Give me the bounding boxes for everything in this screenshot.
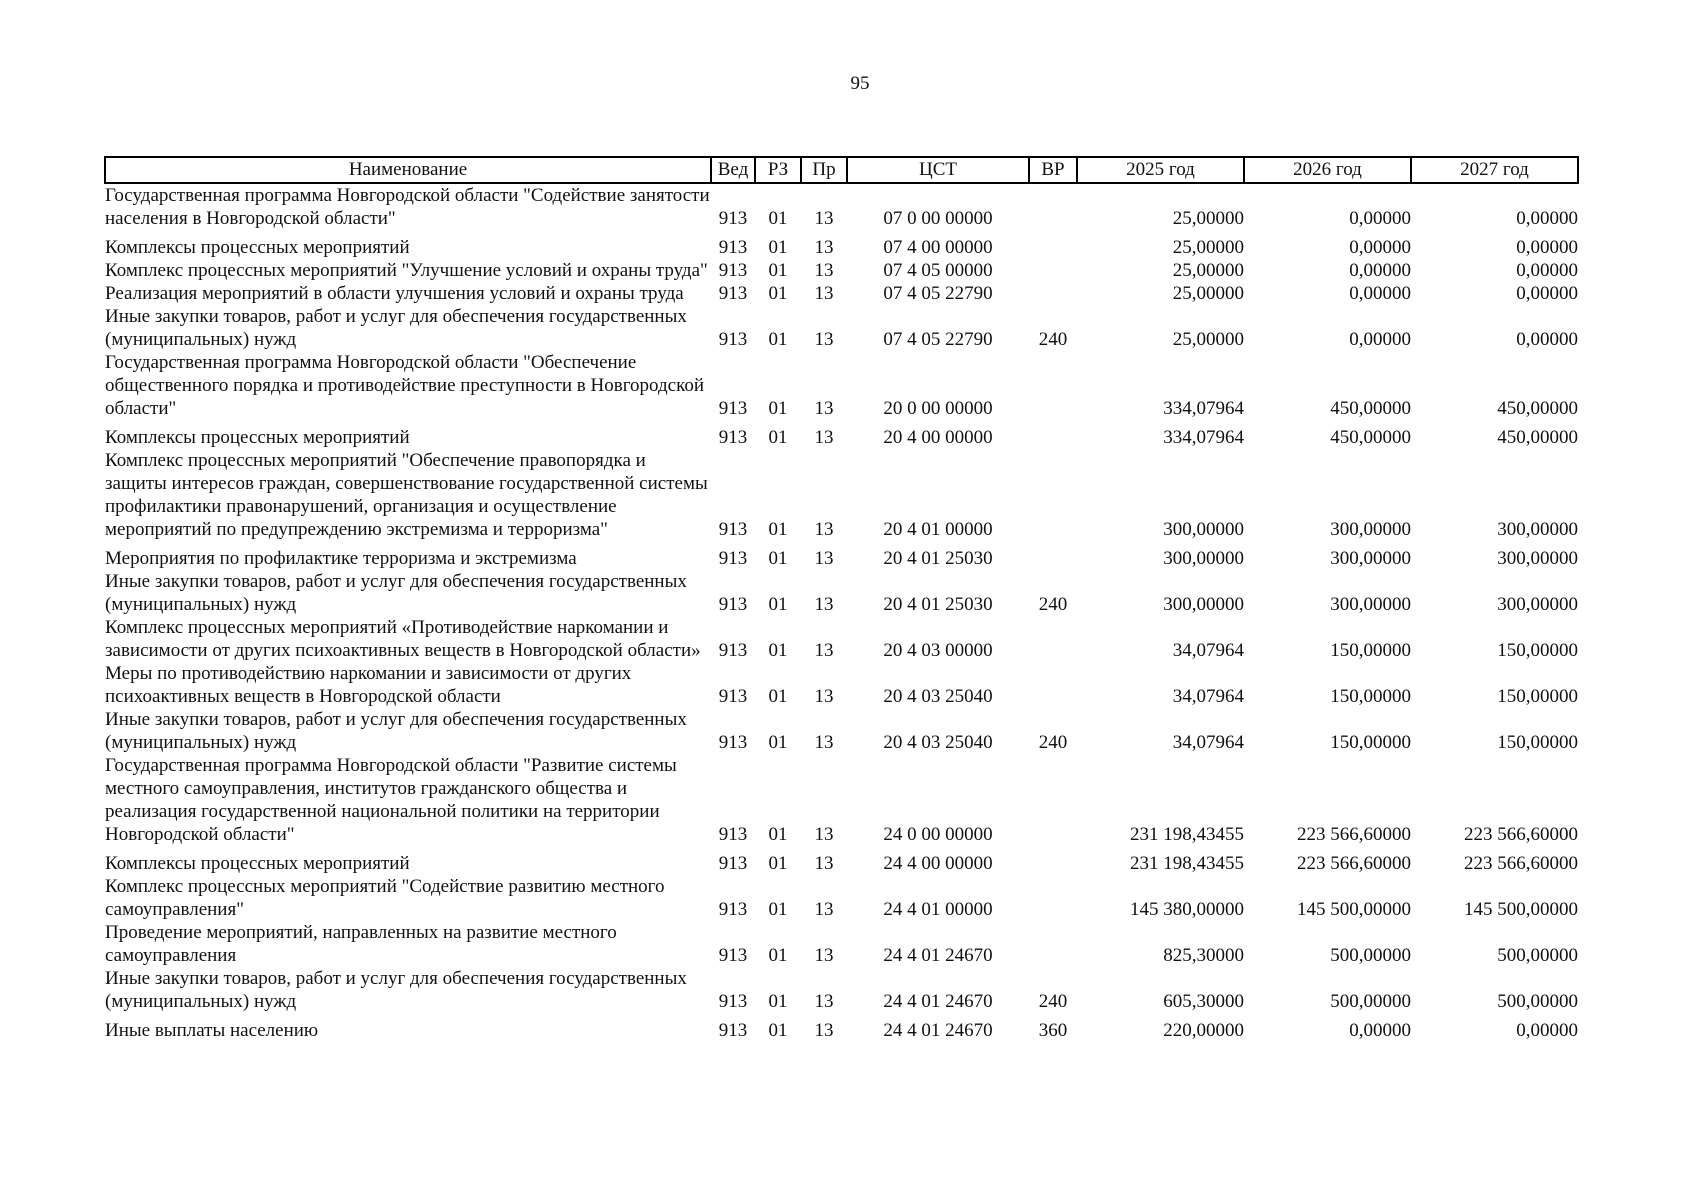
cell-2026: 300,00000 (1330, 548, 1411, 569)
cell-2026: 145 500,00000 (1297, 899, 1411, 920)
header-2026: 2026 год (1244, 157, 1411, 183)
cell-pr: 13 (814, 824, 834, 845)
budget-table (104, 156, 1579, 1042)
cell-vr (1029, 616, 1077, 662)
cell-ved: 913 (718, 594, 748, 615)
cell-2025: 231 198,43455 (1130, 824, 1244, 845)
cell-2026: 223 566,60000 (1297, 824, 1411, 845)
cell-rz: 01 (768, 1020, 788, 1041)
cell-rz: 01 (768, 260, 788, 281)
cell-pr: 13 (814, 398, 834, 419)
cell-2027: 500,00000 (1497, 945, 1578, 966)
cell-name: Комплекс процессных мероприятий "Улучшение условий и охраны труда" (105, 260, 708, 281)
cell-cst: 20 4 01 00000 (883, 519, 993, 540)
cell-2025: 334,07964 (1163, 398, 1244, 419)
table-row (105, 921, 1578, 967)
cell-name: Комплекс процессных мероприятий "Содействие развитию местного самоуправления" (105, 876, 665, 920)
cell-2025: 25,00000 (1172, 260, 1244, 281)
table-row (105, 967, 1578, 1013)
table-row (105, 282, 1578, 305)
cell-name: Государственная программа Новгородской области "Развитие системы местного самоуправления, институтов гражданского общества и реализация государственной национальной политики на территории Новгородской области" (105, 755, 677, 845)
cell-pr: 13 (814, 945, 834, 966)
cell-ved: 913 (718, 945, 748, 966)
cell-ved: 913 (718, 260, 748, 281)
cell-pr: 13 (814, 899, 834, 920)
page-number: 95 (850, 73, 870, 94)
cell-rz: 01 (768, 686, 788, 707)
cell-2025: 25,00000 (1172, 283, 1244, 304)
table-row (105, 351, 1578, 420)
cell-cst: 24 4 01 24670 (883, 991, 993, 1012)
cell-ved: 913 (718, 329, 748, 350)
cell-2027: 0,00000 (1516, 283, 1578, 304)
table-row (105, 305, 1578, 351)
cell-2027: 0,00000 (1516, 237, 1578, 258)
cell-vr: 360 (1038, 1020, 1068, 1041)
cell-2026: 0,00000 (1349, 283, 1411, 304)
table-header-row (105, 157, 1578, 183)
cell-rz: 01 (768, 899, 788, 920)
cell-name: Иные закупки товаров, работ и услуг для обеспечения государственных (муниципальных) нужд (105, 571, 687, 615)
cell-2026: 0,00000 (1349, 329, 1411, 350)
cell-ved: 913 (718, 640, 748, 661)
cell-name: Комплексы процессных мероприятий (105, 853, 410, 874)
cell-2025: 300,00000 (1163, 519, 1244, 540)
cell-cst: 20 4 00 00000 (883, 427, 993, 448)
cell-2025: 300,00000 (1163, 594, 1244, 615)
cell-2027: 0,00000 (1516, 1020, 1578, 1041)
cell-2026: 450,00000 (1330, 398, 1411, 419)
cell-name: Меры по противодействию наркомании и зависимости от других психоактивных веществ в Новгородской области (105, 663, 632, 707)
cell-2027: 0,00000 (1516, 329, 1578, 350)
cell-cst: 07 0 00 00000 (883, 208, 993, 229)
cell-2025: 34,07964 (1172, 732, 1244, 753)
cell-name: Иные выплаты населению (105, 1020, 319, 1041)
cell-rz: 01 (768, 329, 788, 350)
cell-vr (1029, 846, 1077, 875)
cell-2025: 145 380,00000 (1130, 899, 1244, 920)
cell-2027: 150,00000 (1497, 686, 1578, 707)
table-row (105, 570, 1578, 616)
cell-vr (1029, 541, 1077, 570)
cell-pr: 13 (814, 237, 834, 258)
cell-vr: 240 (1038, 329, 1068, 350)
cell-2025: 231 198,43455 (1130, 853, 1244, 874)
table-row (105, 662, 1578, 708)
cell-ved: 913 (718, 519, 748, 540)
cell-rz: 01 (768, 824, 788, 845)
cell-name: Иные закупки товаров, работ и услуг для обеспечения государственных (муниципальных) нужд (105, 968, 687, 1012)
cell-ved: 913 (718, 208, 748, 229)
cell-cst: 24 4 01 00000 (883, 899, 993, 920)
cell-2026: 0,00000 (1349, 1020, 1411, 1041)
cell-vr (1029, 259, 1077, 282)
cell-pr: 13 (814, 991, 834, 1012)
cell-vr (1029, 282, 1077, 305)
cell-rz: 01 (768, 283, 788, 304)
cell-2026: 500,00000 (1330, 945, 1411, 966)
table-row (105, 616, 1578, 662)
cell-2026: 150,00000 (1330, 732, 1411, 753)
cell-vr (1029, 183, 1077, 230)
cell-2026: 150,00000 (1330, 686, 1411, 707)
cell-ved: 913 (718, 899, 748, 920)
cell-rz: 01 (768, 991, 788, 1012)
cell-2026: 0,00000 (1349, 260, 1411, 281)
cell-vr (1029, 754, 1077, 846)
cell-pr: 13 (814, 640, 834, 661)
cell-2026: 0,00000 (1349, 237, 1411, 258)
cell-pr: 13 (814, 519, 834, 540)
table-row (105, 754, 1578, 846)
cell-cst: 20 4 03 25040 (883, 732, 993, 753)
cell-ved: 913 (718, 991, 748, 1012)
cell-cst: 24 0 00 00000 (883, 824, 993, 845)
cell-vr (1029, 875, 1077, 921)
cell-2027: 300,00000 (1497, 548, 1578, 569)
cell-2026: 300,00000 (1330, 519, 1411, 540)
cell-vr (1029, 662, 1077, 708)
cell-2027: 500,00000 (1497, 991, 1578, 1012)
cell-2027: 150,00000 (1497, 732, 1578, 753)
cell-cst: 20 4 01 25030 (883, 594, 993, 615)
cell-2027: 300,00000 (1497, 594, 1578, 615)
table-row (105, 875, 1578, 921)
cell-rz: 01 (768, 208, 788, 229)
cell-name: Иные закупки товаров, работ и услуг для обеспечения государственных (муниципальных) нужд (105, 709, 687, 753)
cell-vr (1029, 420, 1077, 449)
cell-2026: 500,00000 (1330, 991, 1411, 1012)
cell-2026: 0,00000 (1349, 208, 1411, 229)
cell-2027: 300,00000 (1497, 519, 1578, 540)
cell-cst: 24 4 01 24670 (883, 945, 993, 966)
cell-2025: 605,30000 (1163, 991, 1244, 1012)
header-2025: 2025 год (1077, 157, 1244, 183)
cell-pr: 13 (814, 329, 834, 350)
cell-ved: 913 (718, 732, 748, 753)
cell-2027: 0,00000 (1516, 260, 1578, 281)
cell-2025: 300,00000 (1163, 548, 1244, 569)
cell-rz: 01 (768, 732, 788, 753)
cell-2025: 220,00000 (1163, 1020, 1244, 1041)
cell-rz: 01 (768, 398, 788, 419)
cell-ved: 913 (718, 824, 748, 845)
cell-pr: 13 (814, 732, 834, 753)
cell-rz: 01 (768, 594, 788, 615)
cell-cst: 07 4 00 00000 (883, 237, 993, 258)
cell-rz: 01 (768, 237, 788, 258)
cell-cst: 20 4 01 25030 (883, 548, 993, 569)
cell-rz: 01 (768, 945, 788, 966)
table-row (105, 230, 1578, 259)
cell-name: Комплексы процессных мероприятий (105, 427, 410, 448)
header-vr: ВР (1029, 157, 1077, 183)
cell-2027: 450,00000 (1497, 427, 1578, 448)
cell-2026: 450,00000 (1330, 427, 1411, 448)
cell-2025: 25,00000 (1172, 329, 1244, 350)
cell-2027: 223 566,60000 (1464, 853, 1578, 874)
cell-cst: 20 4 03 25040 (883, 686, 993, 707)
cell-ved: 913 (718, 398, 748, 419)
table-row (105, 183, 1578, 230)
header-pr: Пр (801, 157, 847, 183)
cell-2026: 300,00000 (1330, 594, 1411, 615)
cell-cst: 20 4 03 00000 (883, 640, 993, 661)
table-row (105, 259, 1578, 282)
cell-rz: 01 (768, 853, 788, 874)
cell-2027: 450,00000 (1497, 398, 1578, 419)
cell-pr: 13 (814, 548, 834, 569)
cell-2027: 145 500,00000 (1464, 899, 1578, 920)
cell-pr: 13 (814, 1020, 834, 1041)
cell-2025: 825,30000 (1163, 945, 1244, 966)
cell-pr: 13 (814, 853, 834, 874)
cell-ved: 913 (718, 853, 748, 874)
cell-ved: 913 (718, 283, 748, 304)
cell-cst: 24 4 01 24670 (883, 1020, 993, 1041)
table-row (105, 1013, 1578, 1042)
cell-name: Государственная программа Новгородской области "Обеспечение общественного порядка и противодействие преступности в Новгородской области" (105, 352, 705, 419)
cell-2025: 34,07964 (1172, 640, 1244, 661)
table-row (105, 708, 1578, 754)
cell-rz: 01 (768, 548, 788, 569)
cell-name: Комплекс процессных мероприятий "Обеспечение правопорядка и защиты интересов граждан, совершенствование государственной системы профилактики правонарушений, организация и осуществление мероприятий по предупреждению экстремизма и терроризма" (105, 450, 708, 540)
cell-name: Государственная программа Новгородской области "Содействие занятости населения в Новгородской области" (105, 185, 710, 229)
cell-cst: 07 4 05 22790 (883, 329, 993, 350)
cell-pr: 13 (814, 686, 834, 707)
cell-cst: 20 0 00 00000 (883, 398, 993, 419)
cell-vr (1029, 449, 1077, 541)
cell-rz: 01 (768, 519, 788, 540)
cell-2027: 150,00000 (1497, 640, 1578, 661)
cell-2026: 223 566,60000 (1297, 853, 1411, 874)
header-cst: ЦСТ (847, 157, 1029, 183)
cell-vr: 240 (1038, 732, 1068, 753)
cell-rz: 01 (768, 640, 788, 661)
cell-name: Комплексы процессных мероприятий (105, 237, 410, 258)
cell-name: Проведение мероприятий, направленных на развитие местного самоуправления (105, 922, 617, 966)
cell-2026: 150,00000 (1330, 640, 1411, 661)
table-row (105, 420, 1578, 449)
cell-ved: 913 (718, 1020, 748, 1041)
table-row (105, 846, 1578, 875)
cell-pr: 13 (814, 283, 834, 304)
cell-pr: 13 (814, 208, 834, 229)
cell-vr (1029, 351, 1077, 420)
table-row (105, 449, 1578, 541)
cell-pr: 13 (814, 427, 834, 448)
cell-2025: 25,00000 (1172, 237, 1244, 258)
cell-ved: 913 (718, 237, 748, 258)
cell-cst: 24 4 00 00000 (883, 853, 993, 874)
cell-pr: 13 (814, 594, 834, 615)
header-rz: РЗ (755, 157, 801, 183)
cell-cst: 07 4 05 22790 (883, 283, 993, 304)
header-2027: 2027 год (1411, 157, 1578, 183)
cell-2027: 223 566,60000 (1464, 824, 1578, 845)
table-row (105, 541, 1578, 570)
cell-2025: 25,00000 (1172, 208, 1244, 229)
cell-ved: 913 (718, 427, 748, 448)
cell-2027: 0,00000 (1516, 208, 1578, 229)
cell-ved: 913 (718, 686, 748, 707)
cell-pr: 13 (814, 260, 834, 281)
cell-rz: 01 (768, 427, 788, 448)
cell-vr (1029, 230, 1077, 259)
header-name: Наименование (105, 157, 711, 183)
cell-vr (1029, 921, 1077, 967)
cell-cst: 07 4 05 00000 (883, 260, 993, 281)
cell-vr: 240 (1038, 594, 1068, 615)
cell-vr: 240 (1038, 991, 1068, 1012)
cell-2025: 34,07964 (1172, 686, 1244, 707)
table-body (105, 183, 1578, 1042)
cell-2025: 334,07964 (1163, 427, 1244, 448)
cell-ved: 913 (718, 548, 748, 569)
cell-name: Иные закупки товаров, работ и услуг для обеспечения государственных (муниципальных) нужд (105, 306, 687, 350)
header-ved: Вед (711, 157, 755, 183)
cell-name: Реализация мероприятий в области улучшения условий и охраны труда (105, 283, 684, 304)
cell-name: Комплекс процессных мероприятий «Противодействие наркомании и зависимости от других психоактивных веществ в Новгородской области» (105, 617, 701, 661)
cell-name: Мероприятия по профилактике терроризма и экстремизма (105, 548, 577, 569)
